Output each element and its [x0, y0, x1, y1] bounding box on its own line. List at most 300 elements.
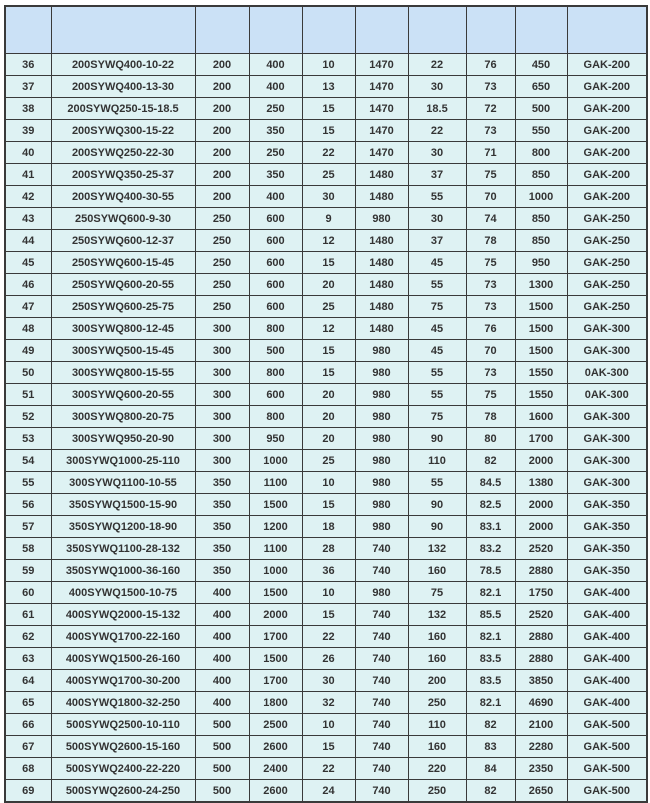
col-outlet: 200 [195, 76, 249, 98]
col-speed: 1480 [355, 252, 408, 274]
table-row [5, 406, 647, 428]
col-flow: 400 [249, 54, 302, 76]
col-head: 30 [302, 186, 355, 208]
col-head: 36 [302, 560, 355, 582]
col-outlet: 400 [195, 692, 249, 714]
table-row [5, 736, 647, 758]
col-efficiency: 74 [466, 208, 515, 230]
table-row [5, 296, 647, 318]
col-index: 61 [5, 604, 51, 626]
col-index: 52 [5, 406, 51, 428]
col-coupling: GAK-500 [567, 780, 647, 803]
col-index: 47 [5, 296, 51, 318]
col-coupling: GAK-200 [567, 76, 647, 98]
table-row [5, 560, 647, 582]
col-power: 110 [408, 714, 466, 736]
col-efficiency: 73 [466, 120, 515, 142]
table-row [5, 186, 647, 208]
col-power: 22 [408, 120, 466, 142]
col-index: 46 [5, 274, 51, 296]
table-row [5, 252, 647, 274]
table-row [5, 758, 647, 780]
col-efficiency: 73 [466, 76, 515, 98]
col-model: 250SYWQ600-25-75 [51, 296, 195, 318]
col-speed: 740 [355, 692, 408, 714]
col-index: 53 [5, 428, 51, 450]
col-coupling: GAK-400 [567, 670, 647, 692]
col-head: 22 [302, 142, 355, 164]
col-coupling: GAK-300 [567, 340, 647, 362]
col-outlet: 300 [195, 318, 249, 340]
col-index: 50 [5, 362, 51, 384]
col-weight: 2000 [515, 494, 567, 516]
col-efficiency: 75 [466, 164, 515, 186]
col-index: 51 [5, 384, 51, 406]
table-row [5, 450, 647, 472]
col-weight: 2650 [515, 780, 567, 803]
col-speed: 1480 [355, 186, 408, 208]
col-outlet: 500 [195, 780, 249, 803]
col-weight: 1380 [515, 472, 567, 494]
pump-spec-table [4, 5, 648, 803]
col-model: 500SYWQ2500-10-110 [51, 714, 195, 736]
col-model: 350SYWQ1200-18-90 [51, 516, 195, 538]
col-power: 90 [408, 516, 466, 538]
col-coupling: GAK-300 [567, 318, 647, 340]
col-coupling: GAK-300 [567, 472, 647, 494]
col-efficiency: 82 [466, 450, 515, 472]
col-model: 300SYWQ1000-25-110 [51, 450, 195, 472]
col-head: 22 [302, 758, 355, 780]
col-index: 58 [5, 538, 51, 560]
col-speed: 980 [355, 208, 408, 230]
col-efficiency: 83.1 [466, 516, 515, 538]
col-head: 10 [302, 472, 355, 494]
col-weight: 2520 [515, 538, 567, 560]
col-outlet: 300 [195, 406, 249, 428]
col-coupling: GAK-300 [567, 406, 647, 428]
col-model: 250SYWQ600-9-30 [51, 208, 195, 230]
table-row [5, 384, 647, 406]
col-speed: 980 [355, 472, 408, 494]
col-weight: 850 [515, 164, 567, 186]
col-efficiency: 78 [466, 230, 515, 252]
col-coupling: GAK-350 [567, 494, 647, 516]
col-index: 43 [5, 208, 51, 230]
col-model: 300SYWQ1100-10-55 [51, 472, 195, 494]
col-outlet: 300 [195, 362, 249, 384]
col-model: 200SYWQ250-15-18.5 [51, 98, 195, 120]
col-speed: 1470 [355, 76, 408, 98]
col-efficiency: 85.5 [466, 604, 515, 626]
table-row [5, 494, 647, 516]
col-weight: 2520 [515, 604, 567, 626]
col-speed: 980 [355, 516, 408, 538]
col-weight: 650 [515, 76, 567, 98]
col-weight: 850 [515, 230, 567, 252]
col-model: 250SYWQ600-12-37 [51, 230, 195, 252]
col-head: 15 [302, 604, 355, 626]
col-coupling: GAK-400 [567, 692, 647, 714]
col-head: 20 [302, 406, 355, 428]
col-head: 20 [302, 274, 355, 296]
col-coupling: GAK-400 [567, 648, 647, 670]
col-flow: 250 [249, 98, 302, 120]
col-outlet: 250 [195, 274, 249, 296]
col-flow: 250 [249, 142, 302, 164]
col-efficiency: 73 [466, 296, 515, 318]
col-coupling: GAK-200 [567, 142, 647, 164]
col-weight: 1550 [515, 362, 567, 384]
col-speed: 980 [355, 494, 408, 516]
col-efficiency: 83.5 [466, 670, 515, 692]
col-efficiency: 76 [466, 54, 515, 76]
col-flow: 1000 [249, 450, 302, 472]
col-weight: 500 [515, 98, 567, 120]
col-head: 9 [302, 208, 355, 230]
col-power: 37 [408, 164, 466, 186]
col-flow: 1500 [249, 494, 302, 516]
col-flow: 400 [249, 186, 302, 208]
col-model: 400SYWQ1500-26-160 [51, 648, 195, 670]
col-speed: 740 [355, 714, 408, 736]
col-power: 30 [408, 208, 466, 230]
col-speed: 1470 [355, 98, 408, 120]
col-head: 12 [302, 230, 355, 252]
col-coupling: GAK-250 [567, 252, 647, 274]
col-power: 110 [408, 450, 466, 472]
col-efficiency: 70 [466, 186, 515, 208]
col-outlet: 300 [195, 340, 249, 362]
col-flow: 350 [249, 164, 302, 186]
table-body [5, 54, 647, 803]
col-flow: 1100 [249, 472, 302, 494]
col-outlet: 350 [195, 516, 249, 538]
col-coupling: GAK-400 [567, 604, 647, 626]
col-flow: 2600 [249, 780, 302, 803]
table-row [5, 538, 647, 560]
col-power: 45 [408, 318, 466, 340]
col-efficiency: 80 [466, 428, 515, 450]
col-flow: 800 [249, 406, 302, 428]
col-efficiency: 82.1 [466, 582, 515, 604]
col-model: 300SYWQ950-20-90 [51, 428, 195, 450]
col-index: 41 [5, 164, 51, 186]
table-row [5, 54, 647, 76]
col-weight: 2280 [515, 736, 567, 758]
col-outlet: 200 [195, 120, 249, 142]
col-flow: 2500 [249, 714, 302, 736]
col-coupling: GAK-400 [567, 582, 647, 604]
table-row [5, 428, 647, 450]
col-power: 220 [408, 758, 466, 780]
col-model: 250SYWQ600-20-55 [51, 274, 195, 296]
col-efficiency: 83 [466, 736, 515, 758]
col-head: 15 [302, 98, 355, 120]
col-efficiency: 73 [466, 362, 515, 384]
col-index: 56 [5, 494, 51, 516]
col-outlet: 300 [195, 384, 249, 406]
col-head: 10 [302, 714, 355, 736]
col-index: 45 [5, 252, 51, 274]
col-power: 55 [408, 384, 466, 406]
col-index: 64 [5, 670, 51, 692]
col-weight: 1500 [515, 318, 567, 340]
col-index: 69 [5, 780, 51, 803]
col-weight: 1500 [515, 340, 567, 362]
col-index: 44 [5, 230, 51, 252]
col-model: 500SYWQ2600-24-250 [51, 780, 195, 803]
col-index: 39 [5, 120, 51, 142]
col-coupling: GAK-200 [567, 98, 647, 120]
col-speed: 980 [355, 450, 408, 472]
col-power: 90 [408, 494, 466, 516]
col-flow: 350 [249, 120, 302, 142]
col-index: 67 [5, 736, 51, 758]
col-speed: 980 [355, 384, 408, 406]
col-head: 28 [302, 538, 355, 560]
col-speed: 740 [355, 780, 408, 803]
col-speed: 980 [355, 406, 408, 428]
col-model: 300SYWQ800-15-55 [51, 362, 195, 384]
col-model: 200SYWQ300-15-22 [51, 120, 195, 142]
table-row [5, 208, 647, 230]
col-speed: 1470 [355, 54, 408, 76]
col-flow: 1700 [249, 626, 302, 648]
col-power: 75 [408, 582, 466, 604]
col-weight: 950 [515, 252, 567, 274]
col-power: 250 [408, 692, 466, 714]
table-row [5, 670, 647, 692]
col-speed: 980 [355, 340, 408, 362]
col-flow: 2600 [249, 736, 302, 758]
col-coupling: 0AK-300 [567, 362, 647, 384]
col-outlet: 400 [195, 670, 249, 692]
table-row [5, 120, 647, 142]
col-index: 65 [5, 692, 51, 714]
col-coupling: GAK-400 [567, 626, 647, 648]
col-coupling: GAK-200 [567, 54, 647, 76]
col-head: 32 [302, 692, 355, 714]
col-model: 300SYWQ500-15-45 [51, 340, 195, 362]
col-model: 350SYWQ1000-36-160 [51, 560, 195, 582]
col-model: 200SYWQ400-10-22 [51, 54, 195, 76]
col-index: 62 [5, 626, 51, 648]
col-outlet: 400 [195, 648, 249, 670]
col-power: 55 [408, 472, 466, 494]
col-coupling: GAK-500 [567, 758, 647, 780]
col-index: 48 [5, 318, 51, 340]
col-flow: 600 [249, 296, 302, 318]
col-model: 200SYWQ250-22-30 [51, 142, 195, 164]
col-flow: 1500 [249, 582, 302, 604]
col-flow: 500 [249, 340, 302, 362]
col-model: 200SYWQ400-30-55 [51, 186, 195, 208]
col-head: 15 [302, 120, 355, 142]
table-row [5, 164, 647, 186]
table-row [5, 780, 647, 803]
table-row [5, 142, 647, 164]
col-head: 10 [302, 54, 355, 76]
col-weight: 450 [515, 54, 567, 76]
col-flow: 800 [249, 318, 302, 340]
col-speed: 1470 [355, 120, 408, 142]
col-flow: 2400 [249, 758, 302, 780]
col-speed: 1480 [355, 230, 408, 252]
col-speed: 740 [355, 758, 408, 780]
col-model: 400SYWQ1700-22-160 [51, 626, 195, 648]
col-model: 200SYWQ400-13-30 [51, 76, 195, 98]
col-flow: 600 [249, 230, 302, 252]
col-coupling: GAK-350 [567, 560, 647, 582]
col-efficiency: 70 [466, 340, 515, 362]
col-model: 250SYWQ600-15-45 [51, 252, 195, 274]
col-efficiency: 84 [466, 758, 515, 780]
col-outlet: 300 [195, 450, 249, 472]
col-flow: 400 [249, 76, 302, 98]
col-weight: 4690 [515, 692, 567, 714]
col-outlet: 200 [195, 164, 249, 186]
col-coupling: GAK-250 [567, 296, 647, 318]
col-coupling: GAK-200 [567, 186, 647, 208]
col-head: 12 [302, 318, 355, 340]
col-efficiency: 75 [466, 252, 515, 274]
col-outlet: 400 [195, 626, 249, 648]
col-speed: 980 [355, 428, 408, 450]
col-model: 350SYWQ1100-28-132 [51, 538, 195, 560]
table-row [5, 76, 647, 98]
col-coupling: GAK-250 [567, 208, 647, 230]
col-outlet: 400 [195, 604, 249, 626]
col-efficiency: 84.5 [466, 472, 515, 494]
col-efficiency: 82.1 [466, 626, 515, 648]
col-power: 132 [408, 604, 466, 626]
col-efficiency: 71 [466, 142, 515, 164]
col-speed: 740 [355, 560, 408, 582]
col-power: 37 [408, 230, 466, 252]
col-outlet: 350 [195, 494, 249, 516]
table-header [5, 6, 647, 54]
header-row [5, 6, 647, 54]
col-outlet: 500 [195, 714, 249, 736]
col-speed: 1480 [355, 296, 408, 318]
col-model: 300SYWQ800-12-45 [51, 318, 195, 340]
col-power: 250 [408, 780, 466, 803]
col-outlet: 350 [195, 538, 249, 560]
col-weight: 1600 [515, 406, 567, 428]
col-index: 63 [5, 648, 51, 670]
header-cell-col-speed [355, 6, 408, 54]
col-flow: 1200 [249, 516, 302, 538]
col-speed: 980 [355, 362, 408, 384]
col-power: 132 [408, 538, 466, 560]
col-speed: 1470 [355, 142, 408, 164]
table-row [5, 98, 647, 120]
col-flow: 600 [249, 274, 302, 296]
col-power: 160 [408, 648, 466, 670]
col-model: 500SYWQ2600-15-160 [51, 736, 195, 758]
header-cell-col-outlet [195, 6, 249, 54]
col-model: 400SYWQ1500-10-75 [51, 582, 195, 604]
col-weight: 850 [515, 208, 567, 230]
col-index: 55 [5, 472, 51, 494]
col-head: 30 [302, 670, 355, 692]
col-efficiency: 82 [466, 780, 515, 803]
col-model: 400SYWQ2000-15-132 [51, 604, 195, 626]
col-head: 10 [302, 582, 355, 604]
table-row [5, 626, 647, 648]
col-outlet: 250 [195, 230, 249, 252]
col-coupling: GAK-200 [567, 120, 647, 142]
col-power: 75 [408, 406, 466, 428]
col-flow: 2000 [249, 604, 302, 626]
col-flow: 1800 [249, 692, 302, 714]
col-efficiency: 82.1 [466, 692, 515, 714]
col-index: 59 [5, 560, 51, 582]
col-power: 55 [408, 274, 466, 296]
col-power: 200 [408, 670, 466, 692]
col-coupling: GAK-350 [567, 538, 647, 560]
col-speed: 980 [355, 582, 408, 604]
col-efficiency: 83.5 [466, 648, 515, 670]
col-coupling: GAK-300 [567, 428, 647, 450]
col-index: 36 [5, 54, 51, 76]
col-coupling: GAK-350 [567, 516, 647, 538]
col-head: 25 [302, 164, 355, 186]
col-power: 55 [408, 362, 466, 384]
col-weight: 800 [515, 142, 567, 164]
col-flow: 1700 [249, 670, 302, 692]
col-outlet: 200 [195, 142, 249, 164]
col-flow: 800 [249, 362, 302, 384]
col-weight: 2000 [515, 450, 567, 472]
col-speed: 740 [355, 648, 408, 670]
col-index: 54 [5, 450, 51, 472]
col-weight: 1300 [515, 274, 567, 296]
col-weight: 2880 [515, 626, 567, 648]
col-model: 500SYWQ2400-22-220 [51, 758, 195, 780]
col-model: 300SYWQ800-20-75 [51, 406, 195, 428]
header-cell-col-model [51, 6, 195, 54]
col-power: 55 [408, 186, 466, 208]
col-speed: 1480 [355, 164, 408, 186]
col-index: 38 [5, 98, 51, 120]
col-outlet: 250 [195, 296, 249, 318]
col-weight: 550 [515, 120, 567, 142]
col-outlet: 400 [195, 582, 249, 604]
col-outlet: 500 [195, 758, 249, 780]
col-outlet: 300 [195, 428, 249, 450]
table-row [5, 230, 647, 252]
col-head: 18 [302, 516, 355, 538]
col-speed: 740 [355, 736, 408, 758]
col-coupling: GAK-250 [567, 230, 647, 252]
col-flow: 600 [249, 384, 302, 406]
col-outlet: 500 [195, 736, 249, 758]
col-index: 57 [5, 516, 51, 538]
table-row [5, 648, 647, 670]
col-head: 15 [302, 494, 355, 516]
col-head: 26 [302, 648, 355, 670]
header-cell-col-coupling [567, 6, 647, 54]
col-coupling: GAK-300 [567, 450, 647, 472]
col-weight: 1750 [515, 582, 567, 604]
col-outlet: 200 [195, 54, 249, 76]
col-head: 25 [302, 450, 355, 472]
col-power: 160 [408, 626, 466, 648]
col-outlet: 200 [195, 98, 249, 120]
table-row [5, 472, 647, 494]
